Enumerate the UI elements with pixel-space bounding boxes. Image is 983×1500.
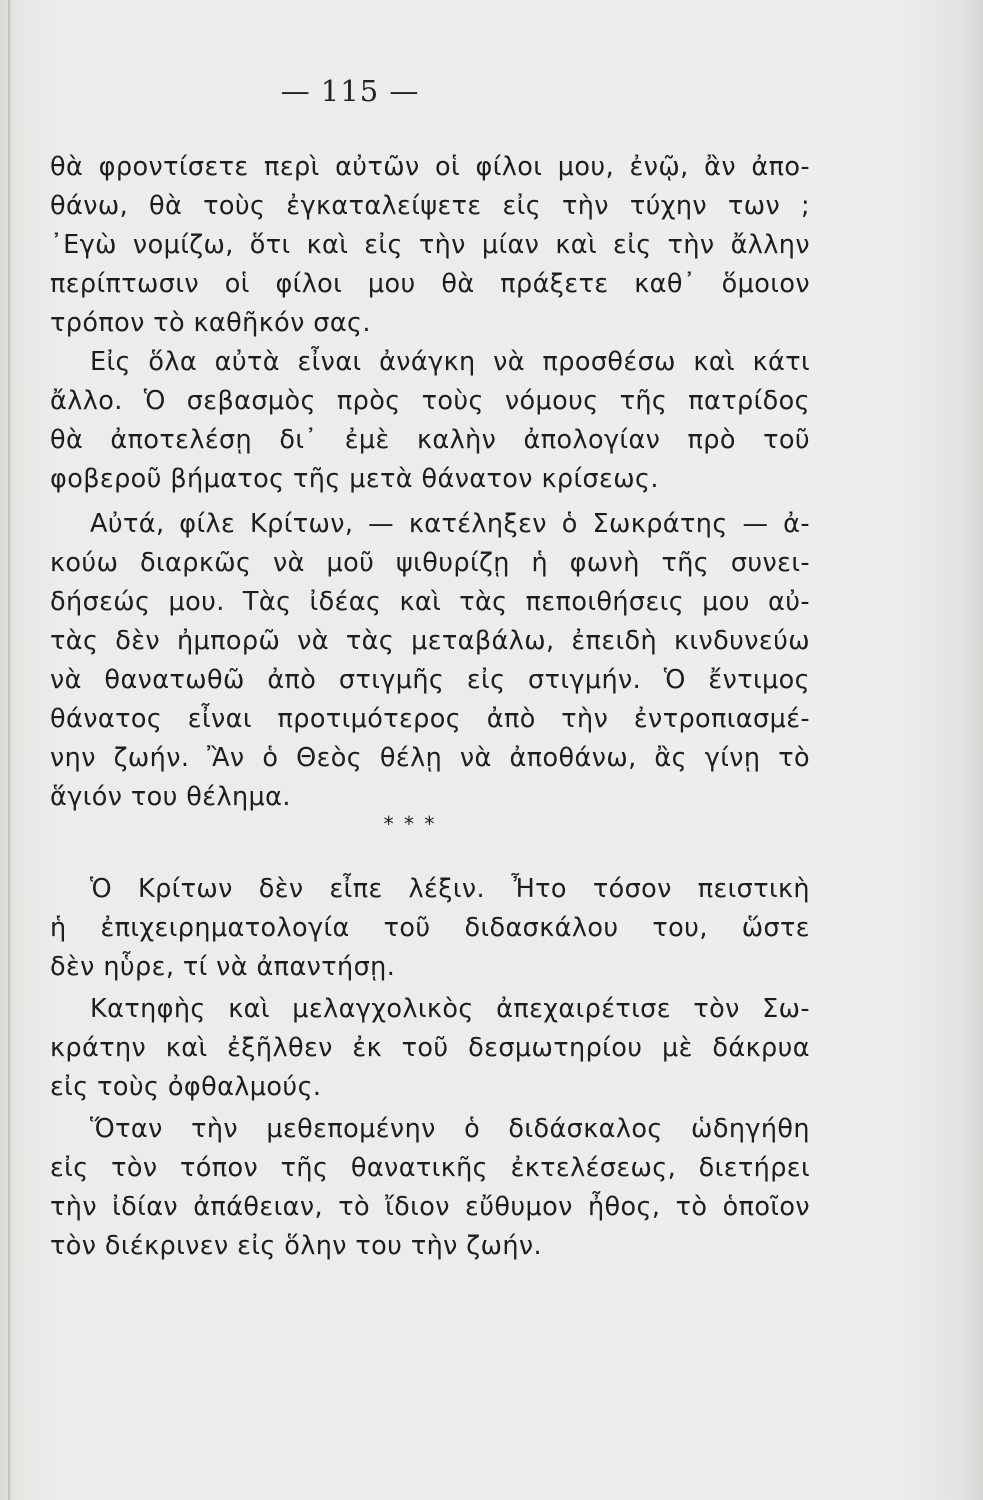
paragraph-1 xyxy=(50,148,810,343)
text-line: ἡ ἐπιχειρηματολογία τοῦ διδασκάλου του, ὥστε xyxy=(50,913,810,943)
text-line: Ὅταν τὴν μεθεπομένην ὁ διδάσκαλος ὡδηγήθη xyxy=(90,1114,810,1144)
text-line: κούω διαρκῶς νὰ μοῦ ψιθυρίζῃ ἡ φωνὴ τῆς συνει- xyxy=(50,548,810,578)
text-line: ἄλλο. Ὁ σεβασμὸς πρὸς τοὺς νόμους τῆς πατρίδος xyxy=(50,386,810,416)
text-line: εἰς τοὺς ὀφθαλμούς. xyxy=(50,1072,322,1102)
text-line: φοβεροῦ βήματος τῆς μετὰ θάνατον κρίσεως. xyxy=(50,464,659,494)
text-line: θὰ ἀποτελέσῃ δι᾿ ἐμὲ καλὴν ἀπολογίαν πρὸ τοῦ xyxy=(50,425,810,455)
text-line: Αὐτά, φίλε Κρίτων, — κατέληξεν ὁ Σωκράτης — ἀ- xyxy=(90,509,810,539)
text-line: τρόπον τὸ καθῆκόν σας. xyxy=(50,308,371,338)
text-line: θὰ φροντίσετε περὶ αὐτῶν οἱ φίλοι μου, ἐνῷ, ἂν ἀπο- xyxy=(50,152,810,182)
text-line: νὰ θανατωθῶ ἀπὸ στιγμῆς εἰς στιγμήν. Ὁ ἔντιμος xyxy=(50,665,810,695)
text-line: Εἰς ὅλα αὐτὰ εἶναι ἀνάγκη νὰ προσθέσω καὶ κάτι xyxy=(90,347,810,377)
text-line: θάνατος εἶναι προτιμότερος ἀπὸ τὴν ἐντροπιασμέ- xyxy=(50,704,810,734)
page-gutter xyxy=(8,0,10,1500)
paragraph-5 xyxy=(50,990,810,1107)
page-number: — 115 — xyxy=(280,74,420,108)
paragraph-4 xyxy=(50,870,810,987)
text-line: θάνω, θὰ τοὺς ἐγκαταλείψετε εἰς τὴν τύχην των ; xyxy=(50,191,810,221)
text-line: τὴν ἰδίαν ἀπάθειαν, τὸ ἴδιον εὔθυμον ἦθος, τὸ ὁποῖον xyxy=(50,1192,810,1222)
paragraph-3 xyxy=(50,505,810,817)
text-line: ἅγιόν του θέλημα. xyxy=(50,782,291,812)
text-line: νην ζωήν. Ἂν ὁ Θεὸς θέλῃ νὰ ἀποθάνω, ἂς γίνῃ τὸ xyxy=(50,743,810,773)
text-line: τὰς δὲν ἠμπορῶ νὰ τὰς μεταβάλω, ἐπειδὴ κινδυνεύω xyxy=(50,626,810,656)
text-line: Ὁ Κρίτων δὲν εἶπε λέξιν. Ἦτο τόσον πειστικὴ xyxy=(90,874,810,904)
text-line: δήσεώς μου. Τὰς ἰδέας καὶ τὰς πεποιθήσεις μου αὐ- xyxy=(50,587,810,617)
paragraph-2 xyxy=(50,343,810,499)
text-line: κράτην καὶ ἐξῆλθεν ἐκ τοῦ δεσμωτηρίου μὲ δάκρυα xyxy=(50,1033,810,1063)
text-line: περίπτωσιν οἱ φίλοι μου θὰ πράξετε καθ᾿ ὅμοιον xyxy=(50,269,810,299)
text-line: ᾿Εγὼ νομίζω, ὅτι καὶ εἰς τὴν μίαν καὶ εἰς τὴν ἄλλην xyxy=(50,230,810,260)
text-line: τὸν διέκρινεν εἰς ὅλην του τὴν ζωήν. xyxy=(50,1231,543,1261)
text-line: Κατηφὴς καὶ μελαγχολικὸς ἀπεχαιρέτισε τὸν Σω- xyxy=(90,994,810,1024)
text-line: εἰς τὸν τόπον τῆς θανατικῆς ἐκτελέσεως, διετήρει xyxy=(50,1153,810,1183)
paragraph-6 xyxy=(50,1110,810,1266)
text-line: δὲν ηὗρε, τί νὰ ἀπαντήσῃ. xyxy=(50,952,396,982)
section-break-asterism: * * * xyxy=(383,812,437,836)
